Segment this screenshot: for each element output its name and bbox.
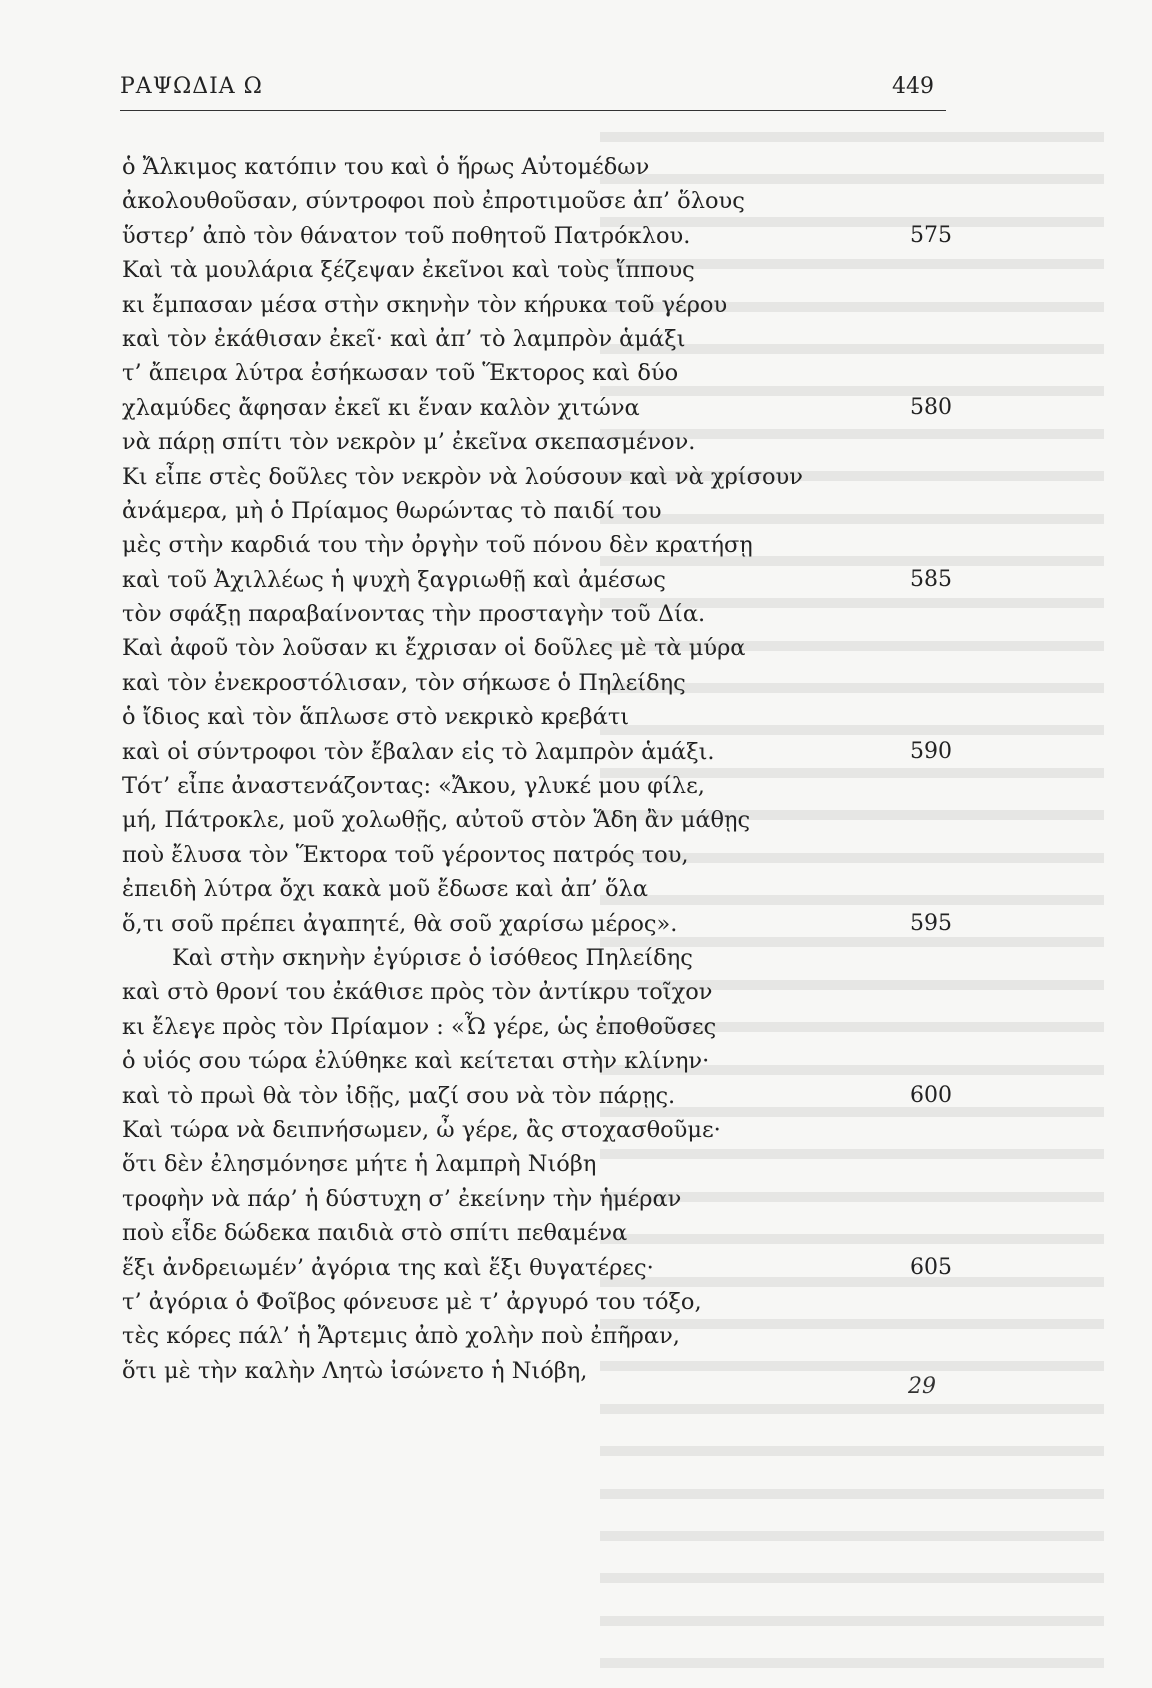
verse-line: [122, 563, 962, 597]
show-through-line: [600, 1477, 1152, 1519]
verse-line: [122, 1044, 962, 1078]
verse-line: [122, 253, 962, 287]
verse-text: καὶ οἱ σύντροφοι τὸν ἔβαλαν εἰς τὸ λαμπρὸν ἁμάξι.: [122, 738, 715, 765]
verse-line: [122, 1354, 962, 1388]
signature-mark: 29: [908, 1374, 936, 1399]
verse-line: [122, 907, 962, 941]
show-through-line: [600, 1604, 1152, 1646]
verse-line: [122, 1251, 962, 1285]
verse-text: χλαμύδες ἄφησαν ἐκεῖ κι ἕναν καλὸν χιτώνα: [122, 394, 640, 421]
show-through-line: [600, 1434, 1152, 1476]
verse-line: [122, 425, 962, 459]
running-head: [120, 74, 946, 104]
verse-text: κι ἔλεγε πρὸς τὸν Πρίαμον : «Ὦ γέρε, ὡς ἐποθοῦσες: [122, 1013, 717, 1040]
verse-text: τὲς κόρες πάλ’ ἡ Ἄρτεμις ἀπὸ χολὴν ποὺ ἐπῆραν,: [122, 1323, 680, 1350]
verse-text: ποὺ ἔλυσα τὸν Ἕκτορα τοῦ γέροντος πατρός του,: [122, 841, 689, 868]
verse-text: νὰ πάρῃ σπίτι τὸν νεκρὸν μ’ ἐκεῖνα σκεπασμένον.: [122, 429, 696, 456]
verse-block: [122, 150, 962, 1388]
verse-line: [122, 631, 962, 665]
verse-text: ὅ,τι σοῦ πρέπει ἀγαπητέ, θὰ σοῦ χαρίσω μέρος».: [122, 910, 678, 937]
verse-line: [122, 769, 962, 803]
line-number: 605: [910, 1254, 952, 1280]
verse-text: Τότ’ εἶπε ἀναστενάζοντας: «Ἄκου, γλυκέ μου φίλε,: [122, 773, 705, 800]
line-number: 590: [910, 738, 952, 764]
verse-line: [122, 803, 962, 837]
verse-text: ἀνάμερα, μὴ ὁ Πρίαμος θωρώντας τὸ παιδί του: [122, 497, 662, 524]
verse-line: [122, 460, 962, 494]
line-number: 575: [910, 222, 952, 248]
verse-line: [122, 1182, 962, 1216]
verse-text: καὶ τὸν ἐκάθισαν ἐκεῖ· καὶ ἀπ’ τὸ λαμπρὸν ἁμάξι: [122, 325, 686, 352]
verse-text: Καὶ τὰ μουλάρια ξέζεψαν ἐκεῖνοι καὶ τοὺς ἵππους: [122, 257, 695, 284]
page-number: 449: [892, 74, 934, 99]
header-rule: [120, 110, 946, 111]
verse-line: [122, 288, 962, 322]
verse-text: ὅτι δὲν ἐλησμόνησε μήτε ἡ λαμπρὴ Νιόβη: [122, 1151, 597, 1178]
verse-text: μή, Πάτροκλε, μοῦ χολωθῇς, αὐτοῦ στὸν Ἅδη ἂν μάθῃς: [122, 807, 751, 834]
verse-text: ὁ ἴδιος καὶ τὸν ἅπλωσε στὸ νεκρικὸ κρεβάτι: [122, 704, 630, 731]
verse-line: [122, 941, 962, 975]
line-number: 600: [910, 1082, 952, 1108]
verse-line: [122, 150, 962, 184]
line-number: 595: [910, 910, 952, 936]
verse-text: ἐπειδὴ λύτρα ὄχι κακὰ μοῦ ἔδωσε καὶ ἀπ’ ὅλα: [122, 876, 648, 903]
verse-text: ἀκολουθοῦσαν, σύντροφοι ποὺ ἐπροτιμοῦσε ἀπ’ ὅλους: [122, 188, 745, 215]
verse-text: ποὺ εἶδε δώδεκα παιδιὰ στὸ σπίτι πεθαμένα: [122, 1220, 628, 1247]
verse-text: μὲς στὴν καρδιά του τὴν ὀργὴν τοῦ πόνου δὲν κρατήσῃ: [122, 532, 753, 559]
verse-line: [122, 494, 962, 528]
show-through-line: [600, 1561, 1152, 1603]
verse-line: [122, 666, 962, 700]
verse-line: [122, 219, 962, 253]
verse-line: [122, 975, 962, 1009]
line-number: 585: [910, 566, 952, 592]
line-number: 580: [910, 394, 952, 420]
verse-line: [122, 322, 962, 356]
verse-line: [122, 1079, 962, 1113]
verse-line: [122, 838, 962, 872]
verse-text: Καὶ στὴν σκηνὴν ἐγύρισε ὁ ἰσόθεος Πηλείδης: [172, 944, 693, 971]
verse-text: καὶ τὸ πρωὶ θὰ τὸν ἰδῇς, μαζί σου νὰ τὸν πάρῃς.: [122, 1082, 676, 1109]
verse-text: Κι εἶπε στὲς δοῦλες τὸν νεκρὸν νὰ λούσουν καὶ νὰ χρίσουν: [122, 463, 803, 490]
verse-text: ὁ υἱός σου τώρα ἐλύθηκε καὶ κείτεται στὴν κλίνην·: [122, 1048, 710, 1075]
verse-text: τ’ ἄπειρα λύτρα ἐσήκωσαν τοῦ Ἕκτορος καὶ δύο: [122, 360, 679, 387]
verse-text: ὕστερ’ ἀπὸ τὸν θάνατον τοῦ ποθητοῦ Πατρόκλου.: [122, 222, 691, 249]
verse-line: [122, 1010, 962, 1044]
verse-line: [122, 1285, 962, 1319]
book-title: ΡΑΨΩΔΙΑ Ω: [120, 74, 263, 99]
verse-text: κι ἔμπασαν μέσα στὴν σκηνὴν τὸν κήρυκα τοῦ γέρου: [122, 291, 728, 318]
verse-line: [122, 872, 962, 906]
verse-line: [122, 391, 962, 425]
verse-line: [122, 1113, 962, 1147]
verse-text: τὸν σφάξῃ παραβαίνοντας τὴν προσταγὴν τοῦ Δία.: [122, 601, 706, 628]
verse-text: καὶ στὸ θρονί του ἐκάθισε πρὸς τὸν ἀντίκρυ τοῖχον: [122, 979, 713, 1006]
verse-text: ἕξι ἀνδρειωμέν’ ἀγόρια της καὶ ἕξι θυγατέρες·: [122, 1254, 654, 1281]
verse-text: ὁ Ἄλκιμος κατόπιν του καὶ ὁ ἥρως Αὐτομέδων: [122, 154, 650, 180]
verse-line: [122, 1319, 962, 1353]
verse-text: καὶ τοῦ Ἀχιλλέως ἡ ψυχὴ ξαγριωθῇ καὶ ἀμέσως: [122, 566, 666, 593]
verse-text: τ’ ἀγόρια ὁ Φοῖβος φόνευσε μὲ τ’ ἀργυρό του τόξο,: [122, 1288, 702, 1315]
verse-line: [122, 597, 962, 631]
show-through-line: [600, 1392, 1152, 1434]
verse-text: καὶ τὸν ἐνεκροστόλισαν, τὸν σήκωσε ὁ Πηλείδης: [122, 669, 686, 696]
verse-line: [122, 1216, 962, 1250]
verse-line: [122, 700, 962, 734]
verse-text: τροφὴν νὰ πάρ’ ἡ δύστυχη σ’ ἐκείνην τὴν ἡμέραν: [122, 1185, 682, 1212]
verse-line: [122, 356, 962, 390]
verse-line: [122, 528, 962, 562]
show-through-line: [600, 1519, 1152, 1561]
verse-line: [122, 1147, 962, 1181]
verse-line: [122, 184, 962, 218]
verse-line: [122, 735, 962, 769]
show-through-line: [600, 1646, 1152, 1688]
verse-text: Καὶ τώρα νὰ δειπνήσωμεν, ὦ γέρε, ἂς στοχασθοῦμε·: [122, 1116, 721, 1143]
verse-text: ὅτι μὲ τὴν καλὴν Λητὼ ἰσώνετο ἡ Νιόβη,: [122, 1357, 588, 1384]
verse-text: Καὶ ἀφοῦ τὸν λοῦσαν κι ἔχρισαν οἱ δοῦλες μὲ τὰ μύρα: [122, 635, 746, 662]
